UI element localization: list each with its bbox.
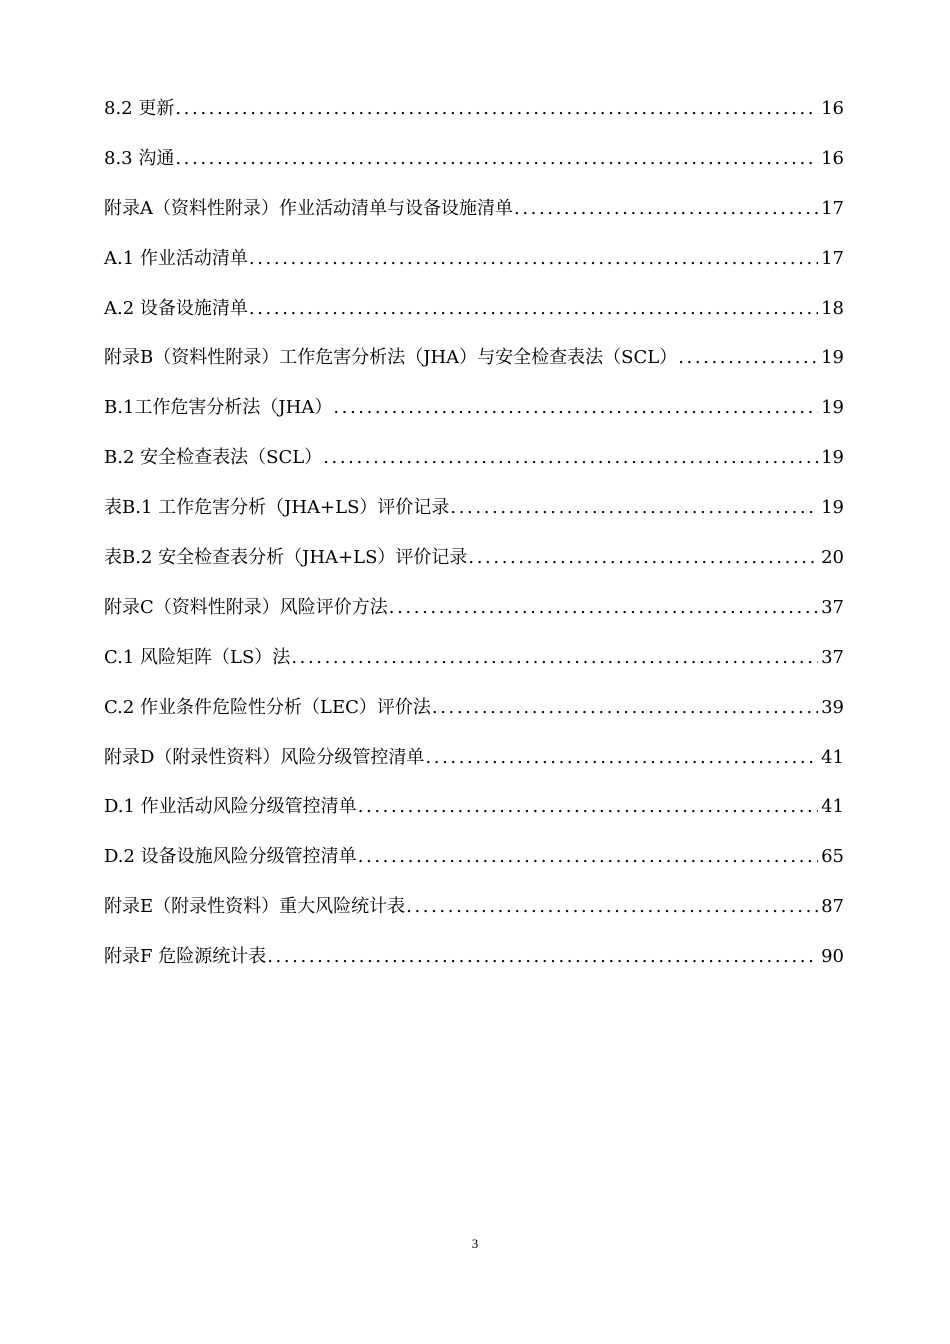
toc-dot-leader [468, 543, 818, 573]
toc-entry-title: A.2 设备设施清单 [104, 297, 248, 319]
toc-entry[interactable] [104, 144, 844, 194]
toc-entry[interactable] [104, 842, 844, 892]
toc-entry-page: 19 [821, 447, 844, 469]
toc-entry[interactable] [104, 244, 844, 294]
toc-entry[interactable] [104, 643, 844, 693]
toc-dot-leader [406, 892, 818, 922]
toc-dot-leader [291, 643, 818, 673]
toc-dot-leader [425, 743, 818, 773]
toc-entry[interactable] [104, 543, 844, 593]
toc-entry-page: 41 [821, 796, 844, 818]
toc-dot-leader [333, 393, 818, 423]
toc-entry-title: D.1 作业活动风险分级管控清单 [104, 796, 357, 818]
table-of-contents [104, 94, 844, 992]
toc-entry-title: A.1 作业活动清单 [104, 247, 248, 269]
toc-dot-leader [175, 144, 818, 174]
toc-entry[interactable] [104, 892, 844, 942]
toc-entry-page: 41 [821, 746, 844, 768]
toc-dot-leader [514, 194, 818, 224]
toc-dot-leader [358, 842, 818, 872]
toc-entry[interactable] [104, 792, 844, 842]
toc-dot-leader [249, 244, 818, 274]
toc-entry-page: 20 [821, 547, 844, 569]
toc-entry-page: 87 [821, 896, 844, 918]
toc-entry-page: 39 [821, 696, 844, 718]
toc-entry-page: 90 [821, 946, 844, 968]
toc-dot-leader [175, 94, 818, 124]
toc-dot-leader [389, 593, 818, 623]
toc-entry-page: 18 [821, 297, 844, 319]
toc-entry[interactable] [104, 493, 844, 543]
toc-entry-title: B.2 安全检查表法（SCL） [104, 447, 323, 469]
toc-entry-page: 65 [821, 846, 844, 868]
toc-entry-title: 附录E（附录性资料）重大风险统计表 [104, 896, 406, 918]
toc-dot-leader [432, 693, 818, 723]
toc-entry-title: C.2 作业条件危险性分析（LEC）评价法 [104, 696, 431, 718]
toc-entry[interactable] [104, 593, 844, 643]
toc-entry-title: 附录D（附录性资料）风险分级管控清单 [104, 746, 425, 768]
toc-entry[interactable] [104, 294, 844, 344]
toc-entry-page: 19 [821, 347, 844, 369]
toc-entry-page: 17 [821, 247, 844, 269]
toc-entry-title: C.1 风险矩阵（LS）法 [104, 646, 291, 668]
toc-dot-leader [323, 443, 818, 473]
toc-entry-title: 附录A（资料性附录）作业活动清单与设备设施清单 [104, 197, 513, 219]
toc-entry-title: 附录F 危险源统计表 [104, 946, 267, 968]
toc-dot-leader [267, 942, 818, 972]
toc-entry-page: 19 [821, 397, 844, 419]
toc-entry-page: 17 [821, 197, 844, 219]
toc-entry-title: 8.2 更新 [104, 98, 175, 119]
toc-entry-title: B.1工作危害分析法（JHA） [104, 397, 333, 419]
toc-entry[interactable] [104, 443, 844, 493]
toc-dot-leader [678, 343, 818, 373]
toc-entry[interactable] [104, 194, 844, 244]
toc-entry[interactable] [104, 94, 844, 144]
toc-dot-leader [450, 493, 818, 523]
toc-entry-title: 表B.2 安全检查表分析（JHA+LS）评价记录 [104, 547, 468, 569]
page-number: 3 [471, 1236, 479, 1251]
toc-entry[interactable] [104, 343, 844, 393]
toc-entry[interactable] [104, 743, 844, 793]
toc-dot-leader [358, 792, 818, 822]
toc-entry-page: 16 [821, 147, 844, 169]
toc-entry-page: 16 [821, 98, 844, 119]
toc-dot-leader [249, 294, 818, 324]
toc-entry-page: 19 [821, 497, 844, 519]
toc-entry-title: 附录B（资料性附录）工作危害分析法（JHA）与安全检查表法（SCL） [104, 347, 678, 369]
toc-entry[interactable] [104, 393, 844, 443]
toc-entry-title: 8.3 沟通 [104, 147, 175, 169]
toc-entry-page: 37 [821, 596, 844, 618]
toc-entry-title: D.2 设备设施风险分级管控清单 [104, 846, 357, 868]
toc-entry[interactable] [104, 942, 844, 992]
toc-entry-title: 表B.1 工作危害分析（JHA+LS）评价记录 [104, 497, 450, 519]
toc-entry-page: 37 [821, 646, 844, 668]
toc-entry-title: 附录C（资料性附录）风险评价方法 [104, 596, 388, 618]
toc-entry[interactable] [104, 693, 844, 743]
